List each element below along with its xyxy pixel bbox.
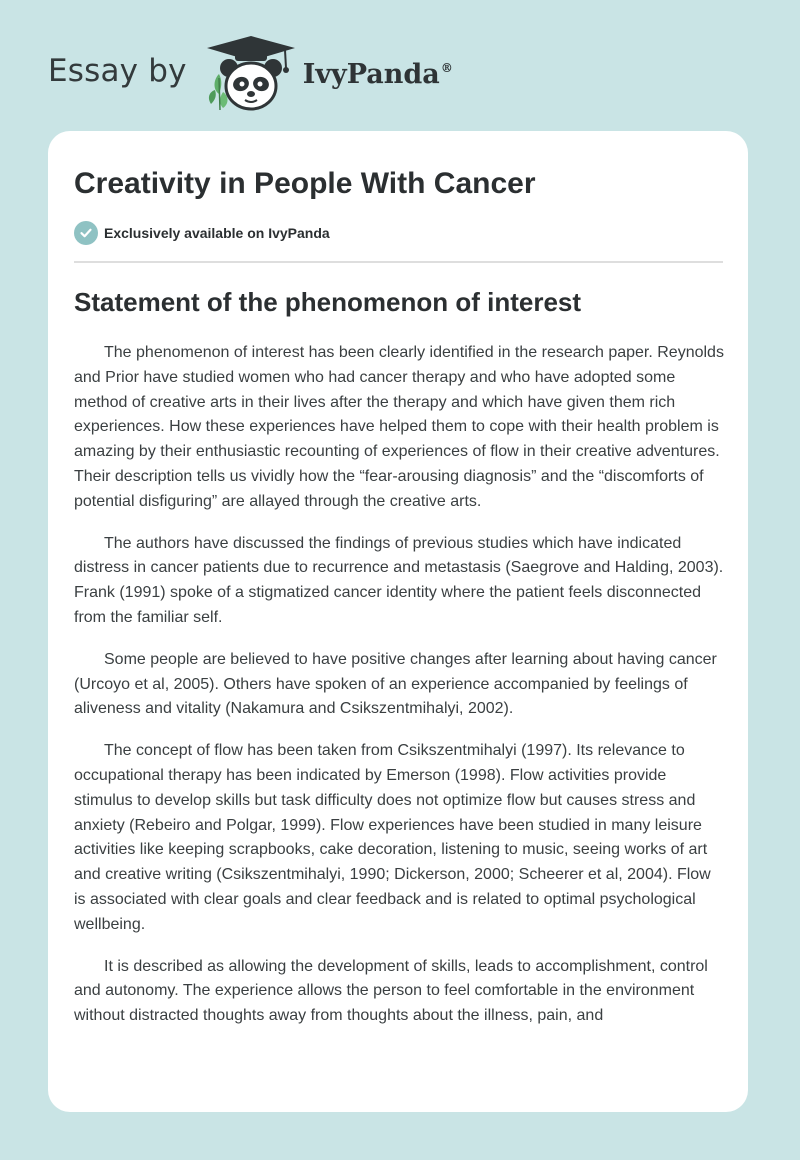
essay-by-label: Essay by <box>48 53 187 89</box>
exclusive-badge <box>74 221 330 245</box>
paragraph: It is described as allowing the development of skills, leads to accomplishment, control and autonomy. The experience allows the person to feel comfortable in the environment without distracted thoughts away from thoughts about the illness, pain, and <box>74 957 708 1025</box>
section-heading: Statement of the phenomenon of interest <box>74 287 582 317</box>
essay-title: Creativity in People With Cancer <box>74 167 536 200</box>
essay-body <box>74 341 726 1046</box>
divider <box>74 261 723 263</box>
paragraph: The concept of flow has been taken from Csikszentmihalyi (1997). Its relevance to occupational therapy has been indicated by Emerson (1998). Flow activities provide stimulus to develop skills but task difficulty does not optimize flow but causes stress and anxiety (Rebeiro and Polgar, 1999). Flow experiences have been studied in many leisure activities like keeping scrapbooks, cake decoration, listening to music, seeing works of art and creative writing (Csikszentmihalyi, 1990; Dickerson, 2000; Scheerer et al, 2004). Flow is associated with clear goals and clear feedback and is related to optimal psychological wellbeing. <box>74 742 711 933</box>
paragraph: Some people are believed to have positive changes after learning about having cancer (Urcoyo et al, 2005). Others have spoken of an experience accompanied by feelings of aliveness and vitality (Nakamura and Csikszentmihalyi, 2002). <box>74 650 717 718</box>
brand-name: IvyPanda® <box>302 58 453 90</box>
paragraph: The authors have discussed the findings of previous studies which have indicated distress in cancer patients due to recurrence and metastasis (Saegrove and Halding, 2003). Frank (1991) spoke of a stigmatized cancer identity where the patient feels disconnected from the familiar self. <box>74 534 724 626</box>
essay-card <box>48 131 748 1112</box>
check-circle-icon <box>74 221 98 245</box>
registered-mark: ® <box>440 60 453 75</box>
paragraph: The phenomenon of interest has been clearly identified in the research paper. Reynolds and Prior have studied women who had cancer therapy and who have adopted some method of creative arts in their lives after the therapy and which have given them rich experiences. How these experiences have helped them to cope with their health problem is amazing by their enthusiastic recounting of experiences of flow in their creative adventures. Their description tells us vividly how the “fear-arousing diagnosis” and the “discomforts of potential disfiguring” are allayed through the creative arts. <box>74 344 724 510</box>
exclusive-label: Exclusively available on IvyPanda <box>104 225 330 241</box>
site-logo[interactable] <box>48 34 453 114</box>
panda-graduation-cap-icon <box>205 34 297 114</box>
